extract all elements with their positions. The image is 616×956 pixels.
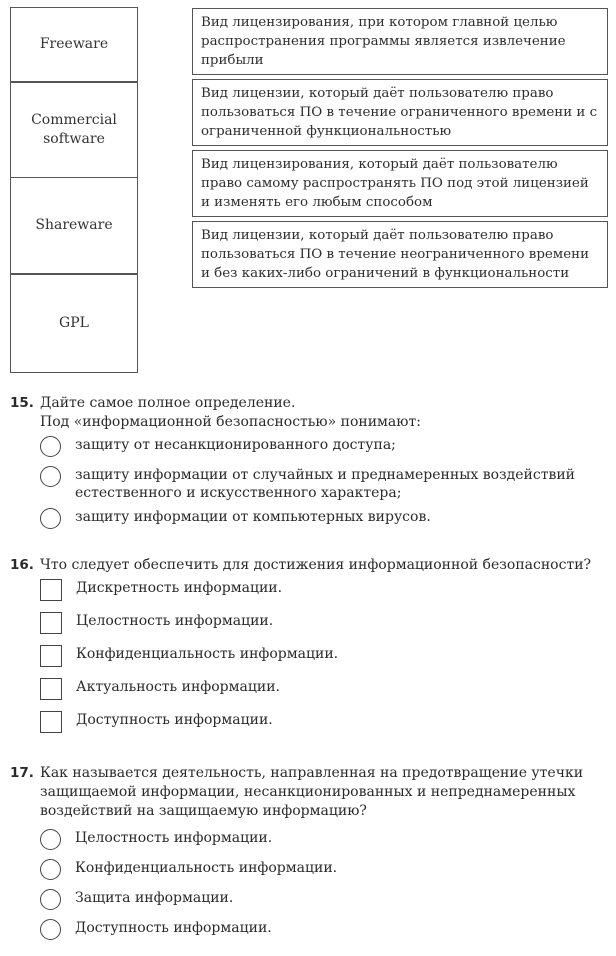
option-radio[interactable]: защиту от несанкционированного доступа;	[40, 436, 610, 457]
question-15	[10, 394, 610, 529]
question-number: 17.	[10, 765, 34, 781]
option-radio[interactable]: защиту информации от компьютерных вирусов.	[40, 508, 610, 529]
radio-button[interactable]	[40, 919, 61, 940]
question-title: Что следует обеспечить для достижения информационной безопасности?	[40, 557, 592, 573]
checkbox[interactable]	[40, 678, 62, 700]
question-number: 15.	[10, 395, 34, 411]
question-title: Дайте самое полное определение.	[40, 395, 296, 411]
term-gpl: GPL	[10, 273, 138, 373]
definition-4[interactable]: Вид лицензии, который даёт пользователю право пользоваться ПО в течение неограниченного времени и без каких-либо ограничений в функциональности	[192, 221, 608, 288]
license-terms-column	[10, 8, 138, 373]
option-checkbox[interactable]: Конфиденциальность информации.	[40, 645, 610, 667]
option-checkbox[interactable]: Дискретность информации.	[40, 579, 610, 601]
term-commercial-software: Commercial software	[10, 81, 138, 178]
question-number: 16.	[10, 557, 34, 573]
term-freeware: Freeware	[10, 7, 138, 83]
radio-button[interactable]	[40, 859, 61, 880]
license-definitions-column	[192, 8, 608, 292]
definition-1[interactable]: Вид лицензирования, при котором главной целью распространения программы является извлечение прибыли	[192, 8, 608, 75]
checkbox[interactable]	[40, 579, 62, 601]
option-radio[interactable]: защиту информации от случайных и преднамеренных воздействий естественного и искусственного характера;	[40, 466, 610, 502]
checkbox[interactable]	[40, 711, 62, 733]
radio-button[interactable]	[40, 436, 61, 457]
option-radio[interactable]: Доступность информации.	[40, 919, 610, 940]
radio-button[interactable]	[40, 508, 61, 529]
term-shareware: Shareware	[10, 177, 138, 275]
option-radio[interactable]: Защита информации.	[40, 889, 610, 910]
option-radio[interactable]: Целостность информации.	[40, 829, 610, 850]
option-checkbox[interactable]: Актуальность информации.	[40, 678, 610, 700]
option-radio[interactable]: Конфиденциальность информации.	[40, 859, 610, 880]
question-17	[10, 764, 610, 940]
option-checkbox[interactable]: Доступность информации.	[40, 711, 610, 733]
question-title: Как называется деятельность, направленная на предотвращение утечки защищаемой информации, несанкционированных и непреднамеренных воздействий на защищаемую информацию?	[40, 765, 584, 819]
option-checkbox[interactable]: Целостность информации.	[40, 612, 610, 634]
checkbox[interactable]	[40, 645, 62, 667]
definition-3[interactable]: Вид лицензирования, который даёт пользователю право самому распространять ПО под этой лицензией и изменять его любым способом	[192, 150, 608, 217]
checkbox[interactable]	[40, 612, 62, 634]
radio-button[interactable]	[40, 889, 61, 910]
radio-button[interactable]	[40, 466, 61, 487]
radio-button[interactable]	[40, 829, 61, 850]
definition-2[interactable]: Вид лицензии, который даёт пользователю право пользоваться ПО в течение ограниченного времени и с ограниченной функциональностью	[192, 79, 608, 146]
question-subtitle: Под «информационной безопасностью» понимают:	[40, 414, 421, 430]
question-16	[10, 556, 610, 733]
